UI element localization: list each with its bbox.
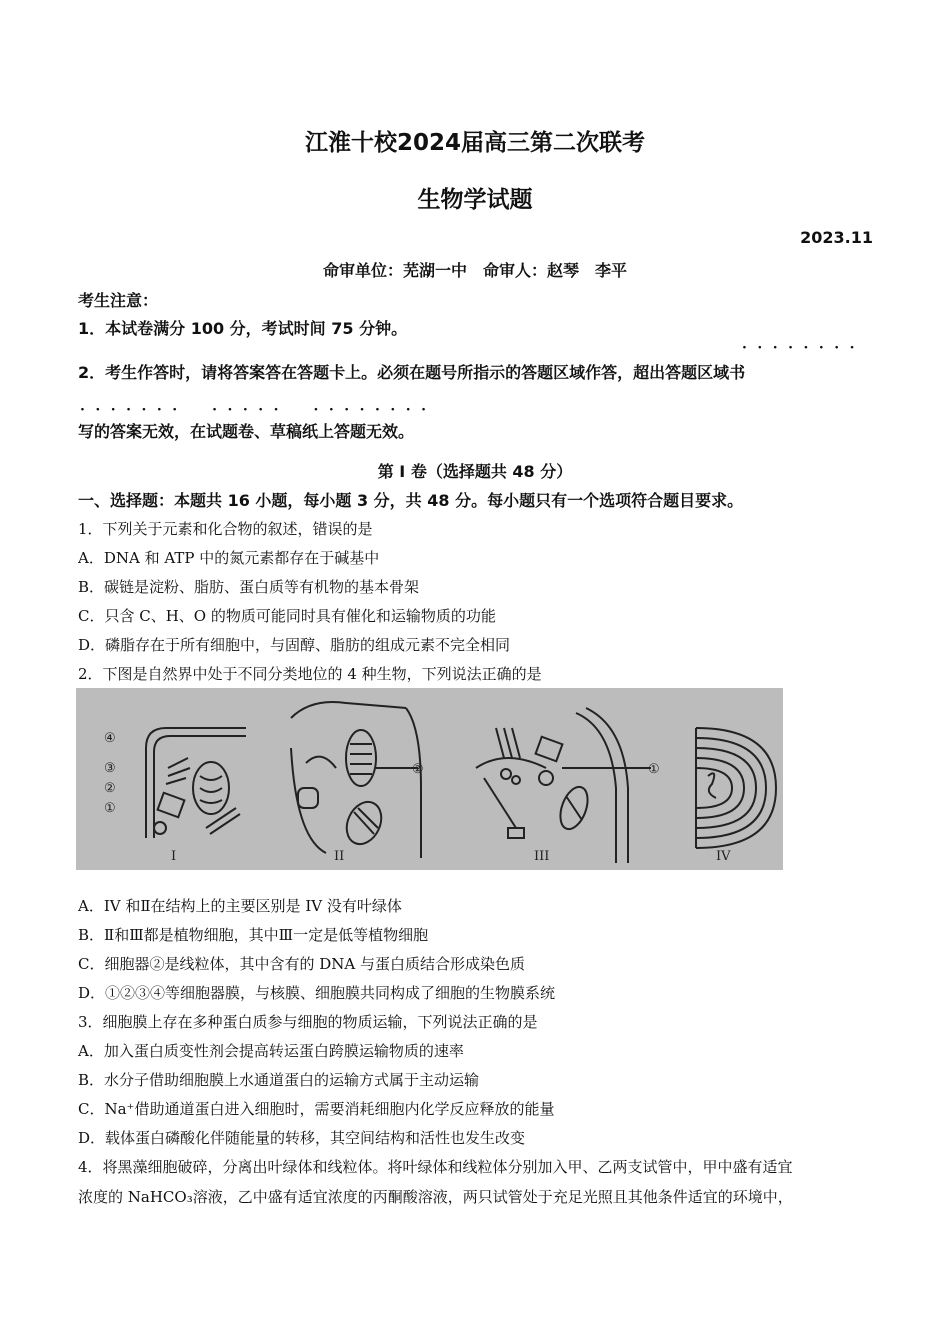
question-3-option-a: A．加入蛋白质变性剂会提高转运蛋白跨膜运输物质的速率 xyxy=(78,1042,464,1060)
notice-item-2-line-2: 写的答案无效，在试题卷、草稿纸上答题无效。 xyxy=(78,422,415,441)
question-1-option-d: D．磷脂存在于所有细胞中，与固醇、脂肪的组成元素不完全相同 xyxy=(78,636,511,654)
exam-title: 江淮十校2024届高三第二次联考 xyxy=(304,130,645,156)
figure-label-4: ④ xyxy=(104,731,116,746)
question-1-option-b: B．碳链是淀粉、脂肪、蛋白质等有机物的基本骨架 xyxy=(78,578,420,596)
cell-diagrams xyxy=(76,688,783,870)
question-1-stem: 1．下列关于元素和化合物的叙述，错误的是 xyxy=(78,520,373,538)
author-line: 命审单位：芜湖一中 命审人：赵琴 李平 xyxy=(322,261,627,280)
question-3-stem: 3．细胞膜上存在多种蛋白质参与细胞的物质运输，下列说法正确的是 xyxy=(78,1013,538,1031)
emphasis-dots-2: ······· ····· ········ xyxy=(80,402,437,418)
question-4-stem-line-2: 浓度的 NaHCO₃溶液，乙中盛有适宜浓度的丙酮酸溶液，两只试管处于充足光照且其他条件适宜的环境中， xyxy=(78,1188,793,1206)
figure-label-2: ② xyxy=(104,781,116,796)
question-4-stem-line-1: 4．将黑藻细胞破碎，分离出叶绿体和线粒体。将叶绿体和线粒体分别加入甲、乙两支试管中，甲中盛有适宜 xyxy=(78,1158,793,1176)
question-2-option-d: D．①②③④等细胞器膜，与核膜、细胞膜共同构成了细胞的生物膜系统 xyxy=(78,984,556,1002)
question-3-option-c: C．Na⁺借助通道蛋白进入细胞时，需要消耗细胞内化学反应释放的能量 xyxy=(78,1100,555,1118)
subject-title: 生物学试题 xyxy=(417,187,533,213)
notice-heading: 考生注意： xyxy=(78,291,159,310)
panel-label-ii: II xyxy=(334,849,345,864)
figure-label-1: ① xyxy=(104,801,116,816)
question-3-option-d: D．载体蛋白磷酸化伴随能量的转移，其空间结构和活性也发生改变 xyxy=(78,1129,526,1147)
figure-label-1-panel-3: ① xyxy=(648,762,660,777)
cell-structure-figure xyxy=(76,688,783,870)
notice-item-1: 1．本试卷满分 100 分，考试时间 75 分钟。 xyxy=(78,319,408,338)
panel-label-iii: III xyxy=(534,849,550,864)
notice-item-2-line-1: 2．考生作答时，请将答案答在答题卡上。必须在题号所指示的答题区域作答，超出答题区域书 xyxy=(78,363,746,382)
figure-label-2-panel-2: ② xyxy=(412,762,424,777)
exam-date: 2023.11 xyxy=(800,228,873,247)
figure-label-3: ③ xyxy=(104,761,116,776)
question-1-option-c: C．只含 C、H、O 的物质可能同时具有催化和运输物质的功能 xyxy=(78,607,496,625)
question-2-option-c: C．细胞器②是线粒体，其中含有的 DNA 与蛋白质结合形成染色质 xyxy=(78,955,525,973)
panel-label-iv: IV xyxy=(716,849,731,864)
part-title: 一、选择题：本题共 16 小题，每小题 3 分，共 48 分。每小题只有一个选项符合题目要求。 xyxy=(78,491,744,510)
question-2-stem: 2．下图是自然界中处于不同分类地位的 4 种生物，下列说法正确的是 xyxy=(78,665,542,683)
question-3-option-b: B．水分子借助细胞膜上水通道蛋白的运输方式属于主动运输 xyxy=(78,1071,480,1089)
emphasis-dots-1: ········ xyxy=(742,340,865,356)
question-2-option-b: B．Ⅱ和Ⅲ都是植物细胞，其中Ⅲ一定是低等植物细胞 xyxy=(78,926,429,944)
panel-label-i: I xyxy=(171,849,177,864)
volume-title: 第 I 卷（选择题共 48 分） xyxy=(377,462,573,481)
question-1-option-a: A．DNA 和 ATP 中的氮元素都存在于碱基中 xyxy=(78,549,380,567)
question-2-option-a: A．IV 和Ⅱ在结构上的主要区别是 IV 没有叶绿体 xyxy=(78,897,402,915)
